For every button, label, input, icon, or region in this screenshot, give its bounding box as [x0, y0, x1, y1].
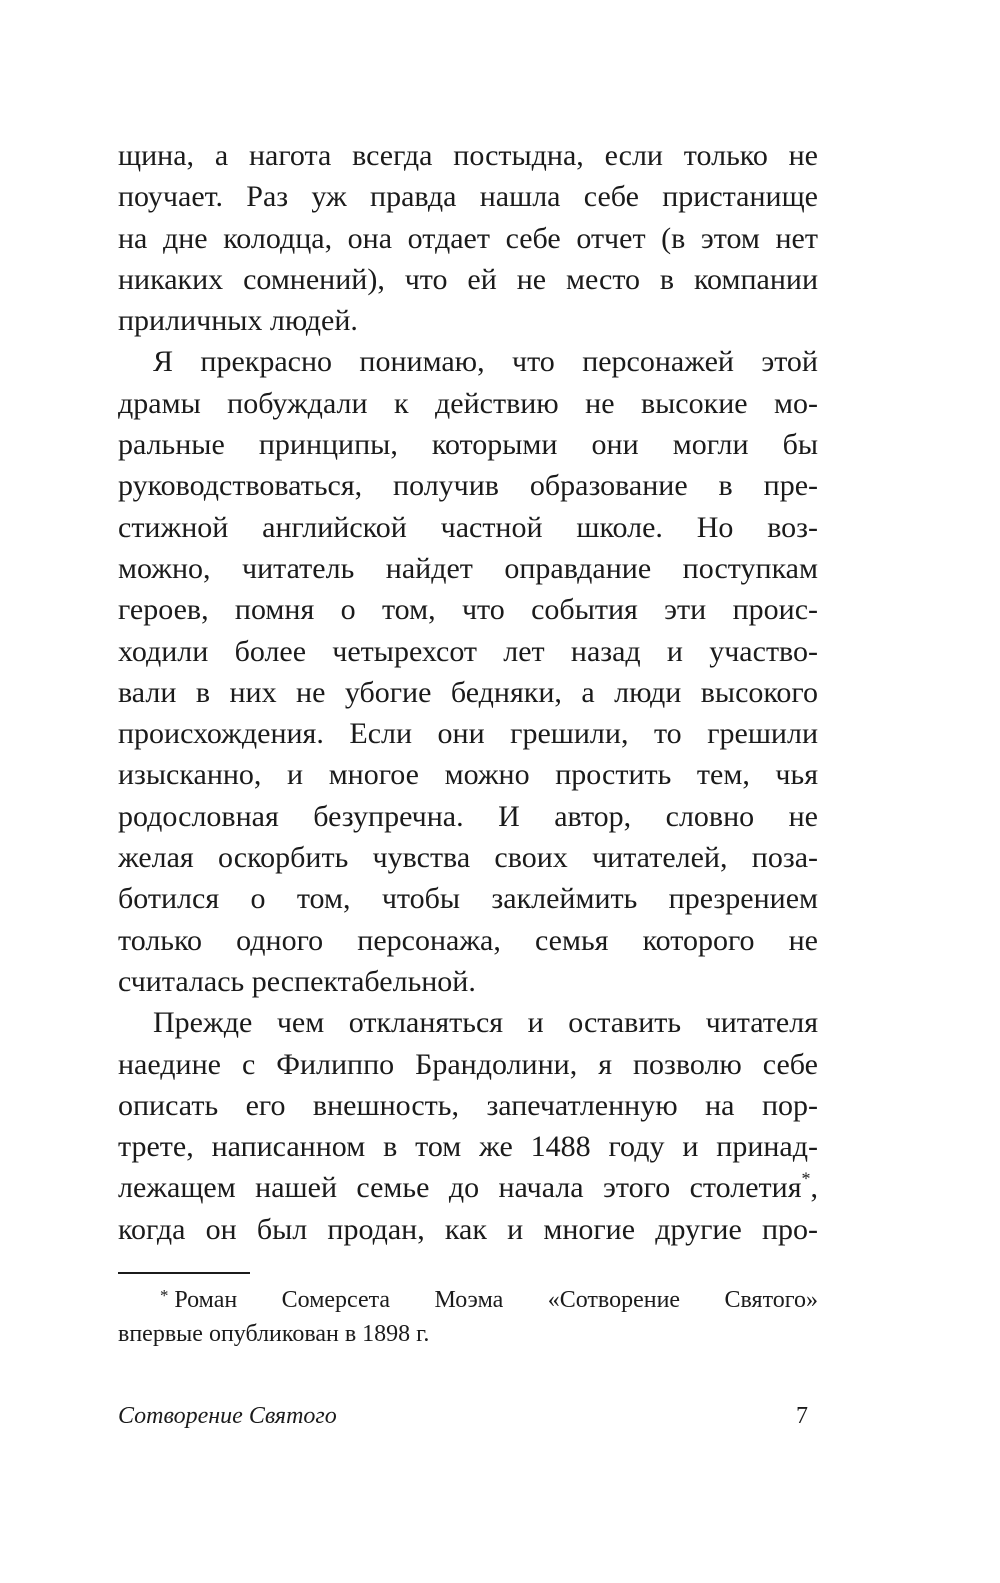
text-line: желая оскорбить чувства своих читателей, поза-: [118, 841, 818, 875]
text-line-content: лежащем нашей семье до начала этого столетия: [118, 1171, 802, 1205]
main-text: [118, 135, 818, 1250]
text-line: героев, помня о том, что события эти проис-: [118, 593, 818, 627]
text-line: описать его внешность, запечатленную на пор-: [118, 1088, 818, 1122]
text-line: щина, а нагота всегда постыдна, если только не: [118, 139, 818, 172]
text-line: изысканно, и многое можно простить тем, чья: [118, 758, 818, 792]
text-line: драмы побуждали к действию не высокие мо-: [118, 386, 818, 420]
text-line-trail: ,: [810, 1171, 818, 1205]
text-line: когда он был продан, как и многие другие про-: [118, 1212, 818, 1246]
text-line: только одного персонажа, семья которого не: [118, 923, 818, 957]
text-line: ходили более четырехсот лет назад и участво-: [118, 634, 818, 668]
text-line: никаких сомнений), что ей не место в компании: [118, 262, 818, 296]
text-line: ральные принципы, которыми они могли бы: [118, 428, 818, 462]
text-line: вали в них не убогие бедняки, а люди высокого: [118, 675, 818, 709]
text-line: Прежде чем откланяться и оставить читателя: [153, 1006, 818, 1040]
text-line: руководствоваться, получив образование в пре-: [118, 469, 818, 503]
footnote-text: Роман Сомерсета Моэма «Сотворение Святого»: [174, 1286, 818, 1313]
text-line: считалась респектабельной.: [118, 964, 476, 998]
text-line: поучает. Раз уж правда нашла себе пристанище: [118, 180, 818, 214]
footnote-line: впервые опубликован в 1898 г.: [118, 1320, 430, 1347]
footnote-marker: *: [160, 1286, 169, 1305]
text-line: приличных людей.: [118, 304, 358, 338]
text-line: Я прекрасно понимаю, что персонажей этой: [153, 345, 818, 379]
text-line: родословная безупречна. И автор, словно не: [118, 799, 818, 833]
text-line: можно, читатель найдет оправдание поступкам: [118, 551, 818, 585]
footnote-rule: [118, 1272, 250, 1274]
text-line: ботился о том, чтобы заклеймить презрением: [118, 882, 818, 916]
footnote-line: [118, 1279, 818, 1317]
paragraph: [118, 1002, 818, 1250]
paragraph: [118, 341, 818, 1002]
page-footer: [118, 1398, 818, 1434]
paragraph: [118, 135, 818, 341]
text-line: трете, написанном в том же 1488 году и принад-: [118, 1130, 818, 1164]
text-line: стижной английской частной школе. Но воз-: [118, 510, 818, 544]
footnote: [118, 1279, 818, 1351]
page-number: 7: [796, 1403, 808, 1429]
text-line-with-note: [118, 1167, 818, 1208]
footnote-reference: *: [801, 1168, 811, 1189]
text-line: наедине с Филиппо Брандолини, я позволю себе: [118, 1047, 818, 1081]
running-title: Сотворение Святого: [118, 1403, 337, 1429]
text-line: на дне колодца, она отдает себе отчет (в этом нет: [118, 221, 818, 255]
text-line: происхождения. Если они грешили, то грешили: [118, 717, 818, 751]
